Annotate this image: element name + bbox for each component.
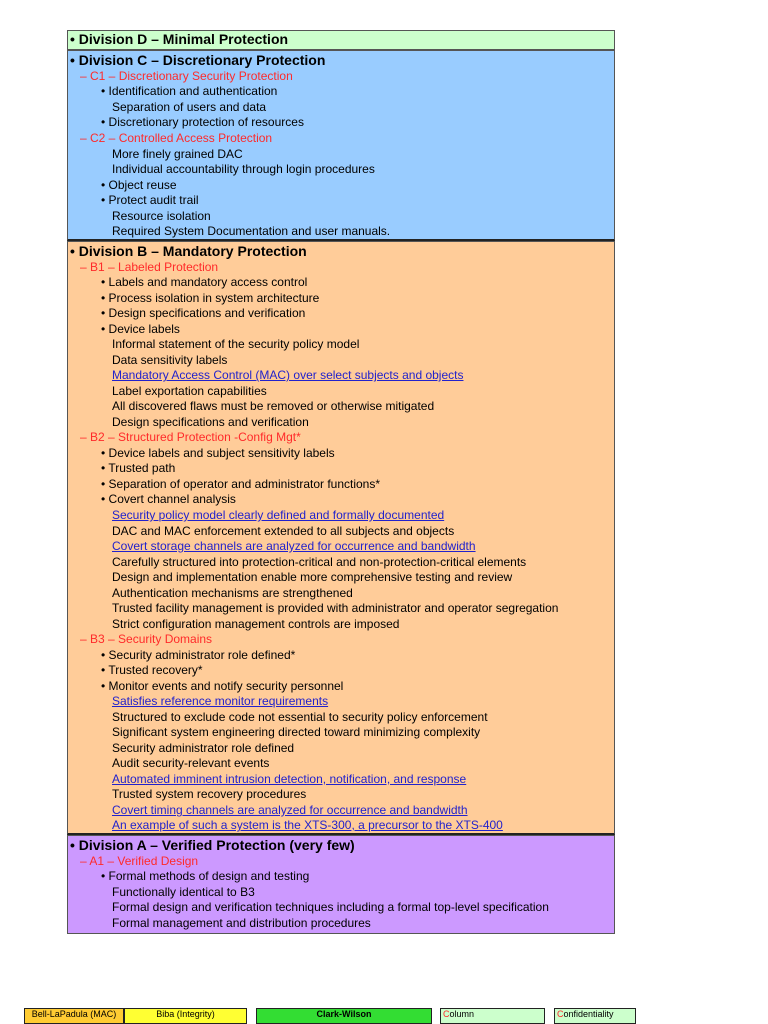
a1-item: Formal management and distribution procedures	[112, 916, 371, 930]
b3-item: Significant system engineering directed toward minimizing complexity	[112, 725, 481, 739]
b1-item: Design specifications and verification	[112, 415, 309, 429]
b2-link[interactable]: Covert storage channels are analyzed for occurrence and bandwidth	[112, 539, 476, 553]
c1-item: • Identification and authentication	[101, 84, 278, 98]
b3-title: – B3 – Security Domains	[80, 632, 213, 646]
confidentiality-initial: C	[557, 1009, 564, 1019]
c2-item: • Object reuse	[101, 178, 177, 192]
b2-item: Carefully structured into protection-critical and non-protection-critical elements	[112, 555, 527, 569]
c1-title: – C1 – Discretionary Security Protection	[80, 69, 293, 83]
b1-item: • Process isolation in system architecture	[101, 291, 320, 305]
b2-title: – B2 – Structured Protection -Config Mgt*	[80, 430, 301, 444]
division-b-heading: • Division B – Mandatory Protection	[70, 243, 307, 259]
b3-item: Trusted system recovery procedures	[112, 787, 307, 801]
b2-item: • Device labels and subject sensitivity labels	[101, 446, 335, 460]
a1-item: • Formal methods of design and testing	[101, 869, 310, 883]
confidentiality-rest: onfidentiality	[563, 1009, 614, 1019]
b3-item: • Monitor events and notify security personnel	[101, 679, 344, 693]
c2-item: Resource isolation	[112, 209, 211, 223]
c2-item: Required System Documentation and user manuals.	[112, 224, 391, 238]
c2-item: Individual accountability through login procedures	[112, 162, 375, 176]
c2-item: More finely grained DAC	[112, 147, 243, 161]
b3-link[interactable]: Satisfies reference monitor requirements	[112, 694, 329, 708]
b2-item: Trusted facility management is provided with administrator and operator segregation	[112, 601, 559, 615]
c1-item: Separation of users and data	[112, 100, 267, 114]
a1-title: – A1 – Verified Design	[80, 854, 199, 868]
b2-item: Strict configuration management controls are imposed	[112, 617, 400, 631]
b1-item: Label exportation capabilities	[112, 384, 267, 398]
b2-item: • Covert channel analysis	[101, 492, 236, 506]
b1-item: All discovered flaws must be removed or otherwise mitigated	[112, 399, 435, 413]
a1-item: Formal design and verification techniques including a formal top-level specification	[112, 900, 549, 914]
division-a-heading: • Division A – Verified Protection (very few)	[70, 837, 355, 853]
b1-item: • Design specifications and verification	[101, 306, 306, 320]
b2-item: • Trusted path	[101, 461, 176, 475]
a1-item: Functionally identical to B3	[112, 885, 255, 899]
c2-title: – C2 – Controlled Access Protection	[80, 131, 273, 145]
biba-header: Biba (Integrity)	[124, 1008, 247, 1024]
b3-item: Security administrator role defined	[112, 741, 295, 755]
b3-item: Structured to exclude code not essential to security policy enforcement	[112, 710, 488, 724]
b3-link[interactable]: Covert timing channels are analyzed for occurrence and bandwidth	[112, 803, 468, 817]
b2-item: • Separation of operator and administrator functions*	[101, 477, 381, 491]
b3-item: Audit security-relevant events	[112, 756, 270, 770]
column-rest: olumn	[449, 1009, 475, 1019]
b1-item: • Labels and mandatory access control	[101, 275, 308, 289]
b1-item: • Device labels	[101, 322, 180, 336]
b3-link[interactable]: An example of such a system is the XTS-300, a precursor to the XTS-400	[112, 818, 503, 832]
division-c-heading: • Division C – Discretionary Protection	[70, 52, 326, 68]
b2-item: Authentication mechanisms are strengthened	[112, 586, 353, 600]
b2-link[interactable]: Security policy model clearly defined and formally documented	[112, 508, 445, 522]
bell-lapadula-header: Bell-LaPadula (MAC)	[24, 1008, 124, 1024]
b3-item: • Security administrator role defined*	[101, 648, 296, 662]
b3-item: • Trusted recovery*	[101, 663, 203, 677]
division-d-heading: • Division D – Minimal Protection	[70, 31, 289, 47]
b1-item: Informal statement of the security policy model	[112, 337, 360, 351]
column-header	[440, 1008, 545, 1024]
column-initial: C	[443, 1009, 450, 1019]
clark-wilson-header: Clark-Wilson	[256, 1008, 432, 1024]
b1-link[interactable]: Mandatory Access Control (MAC) over select subjects and objects	[112, 368, 464, 382]
b1-title: – B1 – Labeled Protection	[80, 260, 219, 274]
b2-item: DAC and MAC enforcement extended to all subjects and objects	[112, 524, 455, 538]
b3-link[interactable]: Automated imminent intrusion detection, notification, and response	[112, 772, 467, 786]
b1-item: Data sensitivity labels	[112, 353, 228, 367]
c1-item: • Discretionary protection of resources	[101, 115, 304, 129]
c2-item: • Protect audit trail	[101, 193, 199, 207]
confidentiality-header	[554, 1008, 636, 1024]
b2-item: Design and implementation enable more comprehensive testing and review	[112, 570, 513, 584]
